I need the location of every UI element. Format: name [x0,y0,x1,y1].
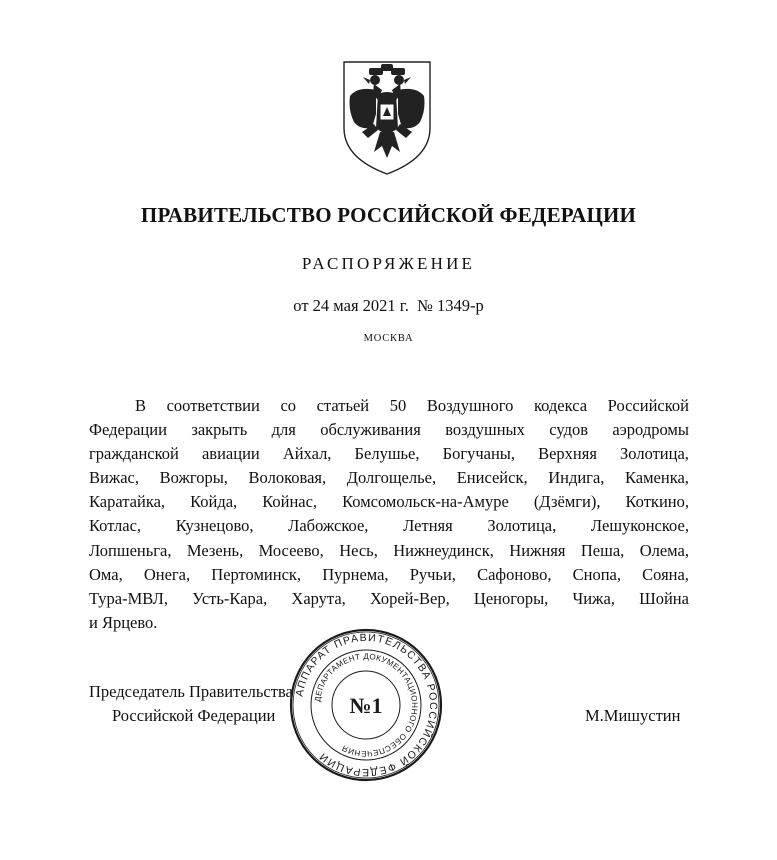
text-line [89,514,689,538]
text-line [89,539,689,563]
text-line [89,587,689,611]
word: Российской [607,396,689,415]
seal-center-text: №1 [349,693,383,718]
text-line [89,394,689,418]
word: Богучаны, [442,444,515,464]
word: для [271,420,296,440]
word: Золотица, [487,516,557,536]
word: со [280,396,297,415]
word: Сояна, [642,564,689,584]
word: обслуживания [320,420,421,440]
word: Мезень, [186,540,244,560]
word: Каменка, [625,468,689,488]
word: В [135,396,147,415]
word: Пеша, [580,540,625,560]
word: Пертоминск, [211,564,302,584]
word: Летняя [403,516,453,536]
date-line [0,296,777,316]
word: аэродромы [612,420,689,440]
word: Лабожское, [288,516,369,536]
body-paragraph [89,394,689,635]
text-line [89,490,689,514]
seal-outer-textpath: АППАРАТ ПРАВИТЕЛЬСТВА РОССИЙСКОЙ ФЕДЕРАЦИИ [293,631,440,779]
word: Комсомольск-на-Амуре [342,492,509,512]
word: Лопшеньга, [89,540,172,560]
word: гражданской [89,444,179,464]
word: Онега, [143,564,191,584]
word: Федерации [89,420,167,440]
word: статьей [316,396,370,415]
word: Шойна [639,588,689,608]
word: Белушье, [354,444,420,464]
word: Коткино, [625,492,689,512]
text-line [89,563,689,587]
word: Мосеево, [258,540,324,560]
word: Золотица, [620,444,689,464]
word: Индига, [548,468,605,488]
city-name: МОСКВА [363,333,414,344]
seal-inner-textpath: ДЕПАРТАМЕНТ ДОКУМЕНТАЦИОННОГО ОБЕСПЕЧЕНИЯ [313,651,420,759]
word: (Дзёмги), [533,492,601,512]
text-line [89,418,689,442]
text-line [89,442,689,466]
word: и [89,612,98,632]
signatory-position-line1: Председатель Правительства [89,682,293,701]
word: Вожгоры, [159,468,228,488]
signatory-name: М.Мишустин [585,706,681,725]
word: Воздушного [426,396,514,415]
word: авиации [201,444,260,464]
word: Снопа, [572,564,621,584]
word: Каратайка, [89,492,166,512]
word: Нижняя [509,540,566,560]
signatory-position-line2: Российской Федерации [112,706,276,725]
word: Койнас, [262,492,318,512]
document-number: № 1349-р [417,296,484,315]
text-line [89,466,689,490]
word: Харута, [291,588,346,608]
official-seal-stamp [288,627,444,783]
word: закрыть [191,420,248,440]
word: Ома, [89,564,123,584]
word: Лешуконское, [590,516,689,536]
word: судов [549,420,589,440]
word: Пурнема, [322,564,389,584]
word: Айхал, [282,444,332,464]
word: Хорей-Вер, [369,588,450,608]
word: Несь, [339,540,378,560]
word: Чижа, [572,588,615,608]
word: воздушных [445,420,525,440]
document-date: от 24 мая 2021 г. [293,296,409,315]
word: Енисейск, [456,468,528,488]
word: Койда, [190,492,238,512]
document-type: РАСПОРЯЖЕНИЕ [301,254,476,273]
word: Нижнеудинск, [393,540,494,560]
word: Вижас, [89,468,140,488]
word: Усть-Кара, [192,588,268,608]
word: Олема, [639,540,689,560]
word: Ярцево. [101,612,158,632]
word: соответствии [166,396,260,415]
word: Верхняя [538,444,597,464]
word: Волоковая, [248,468,327,488]
word: Кузнецово, [175,516,254,536]
word: Сафоново, [477,564,552,584]
word: Тура-МВЛ, [89,588,168,608]
word: Долгощелье, [346,468,437,488]
org-title: ПРАВИТЕЛЬСТВО РОССИЙСКОЙ ФЕДЕРАЦИИ [140,203,637,227]
word: 50 [389,396,407,415]
coat-of-arms-emblem [338,58,436,178]
word: Ручьи, [409,564,456,584]
word: кодекса [533,396,588,415]
word: Котлас, [89,516,142,536]
word: Ценогоры, [473,588,549,608]
